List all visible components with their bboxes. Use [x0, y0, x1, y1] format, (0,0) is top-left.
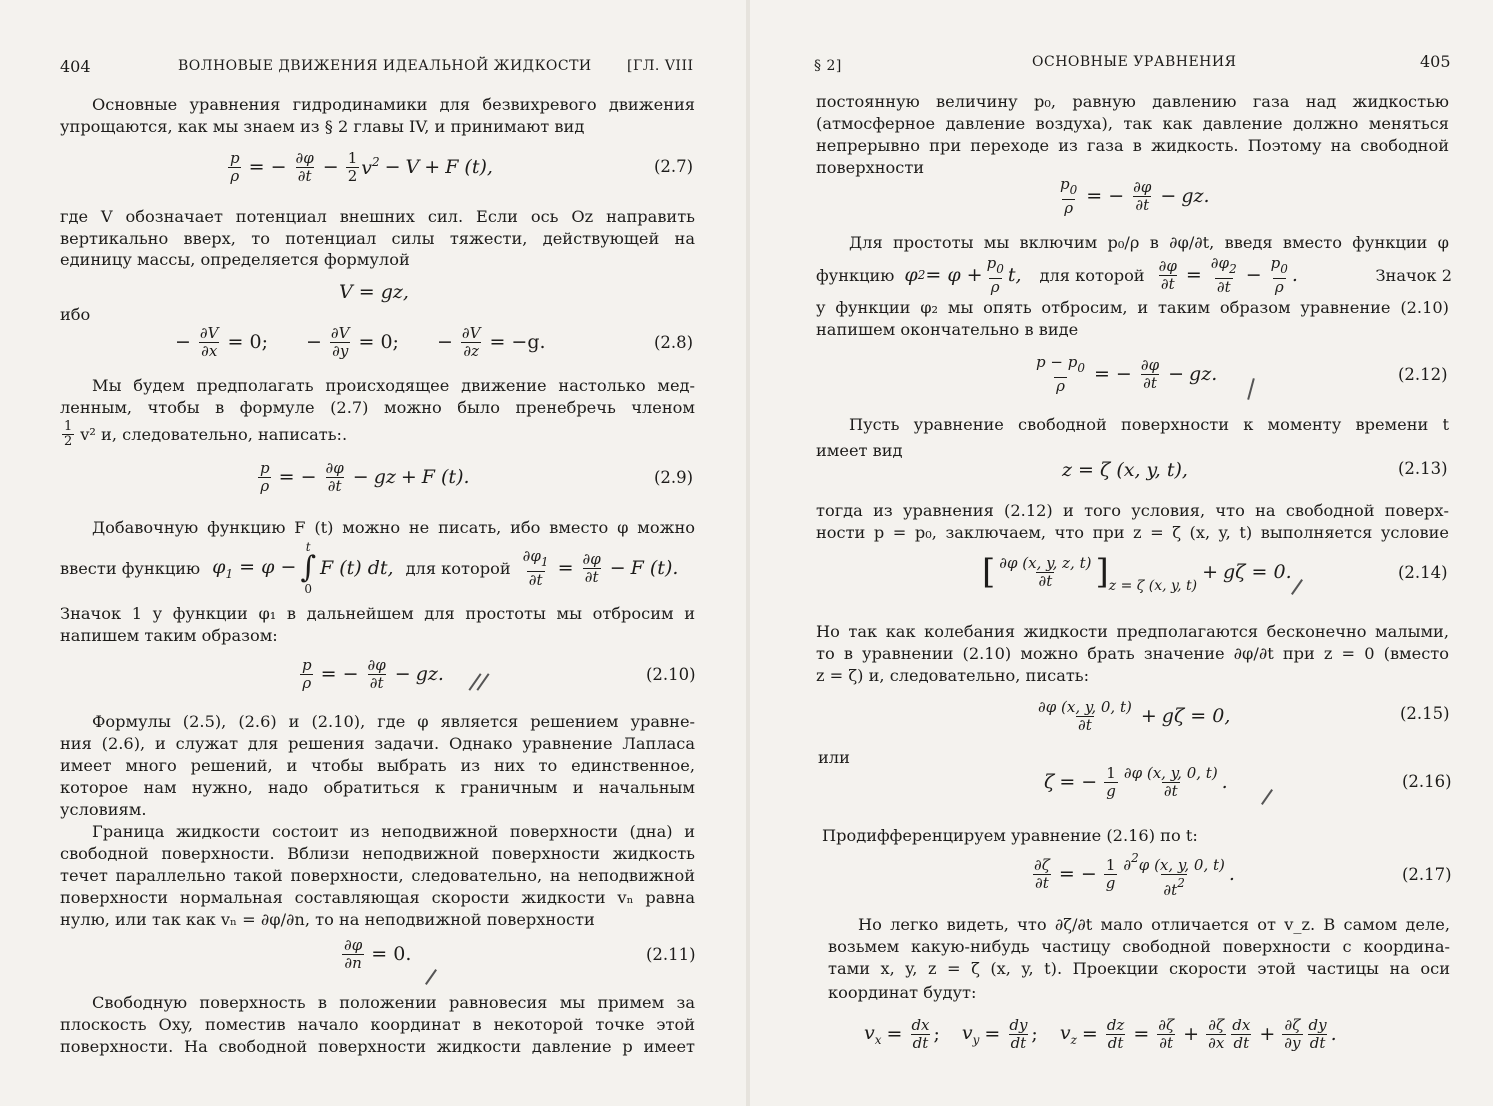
- right-page: [750, 0, 1493, 1106]
- text-line: координат будут:: [828, 983, 977, 1002]
- text-line: Пусть уравнение свободной поверхности к моменту времени t: [849, 415, 1449, 434]
- text-line: Продифференцируем уравнение (2.16) по t:: [822, 826, 1198, 845]
- equation-free-surface: $\frac{p_0}{\rho}$ = − $\frac{\partial\varphi}{\partial t}$ − gz.: [1060, 174, 1210, 217]
- text-line: имеет вид: [816, 441, 903, 460]
- text-line: напишем окончательно в виде: [816, 320, 1079, 339]
- text-line: Но так как колебания жидкости предполагаются бесконечно малыми,: [816, 622, 1449, 641]
- text-line: Формулы (2.5), (2.6) и (2.10), где φ является решением уравне-: [92, 712, 695, 731]
- equation-v-gz: V = gz,: [339, 281, 409, 303]
- equation-2-14: [ $\frac{\partial\varphi (x, y, z, t)}{\partial t}$ ] z = ζ (x, y, t) + gζ = 0.: [982, 552, 1292, 594]
- text-line-with-integral: ввести функцию $\varphi_1 = \varphi$ − t ∫ 0 F (t) dt, для которой $\frac{\partial\varphi_1}{\partial t}$ = $\frac{\partial\varphi}{\partial t}$ − F (t).: [60, 540, 679, 596]
- text-line: нулю, или так как vₙ = ∂φ/∂n, то на неподвижной поверхности: [60, 910, 595, 929]
- equation-number: (2.12): [1398, 365, 1448, 384]
- text-line: ности p = p₀, заключаем, что при z = ζ (x, y, t) выполняется условие: [816, 523, 1449, 542]
- equation-number: (2.13): [1398, 459, 1448, 478]
- running-head-left: ВОЛНОВЫЕ ДВИЖЕНИЯ ИДЕАЛЬНОЙ ЖИДКОСТИ: [178, 58, 592, 74]
- equation-number: (2.17): [1402, 865, 1452, 884]
- equation-2-13: z = ζ (x, y, t),: [1062, 459, 1188, 481]
- text-line: Добавочную функцию F (t) можно не писать, ибо вместо φ можно: [92, 518, 695, 537]
- text-fragment: Значок 2: [1375, 265, 1452, 285]
- equation-number: (2.16): [1402, 772, 1452, 791]
- text-line: Значок 1 у функции φ₁ в дальнейшем для простоты мы отбросим и: [60, 604, 695, 623]
- text-line: единицу массы, определяется формулой: [60, 250, 410, 269]
- text-line: поверхности нормальная составляющая скорости жидкости vₙ равна: [60, 888, 695, 907]
- text-line: Свободную поверхность в положении равновесия мы примем за: [92, 993, 695, 1012]
- text-line: поверхности. На свободной поверхности жидкости давление p имеет: [60, 1037, 695, 1056]
- text-line: v² и, следовательно, написать:.: [80, 425, 348, 444]
- equation-number: (2.15): [1400, 704, 1450, 723]
- equation-2-7: $\frac{p}{\rho}$ = − $\frac{\partial\varphi}{\partial t}$ − $\frac{1}{2}$ $v^2$ − V + F (t),: [230, 148, 493, 185]
- text-fragment: для которой: [405, 558, 511, 578]
- text-line: напишем таким образом:: [60, 626, 278, 645]
- page-number-left: 404: [60, 57, 91, 76]
- text-line: или: [818, 748, 850, 767]
- equation-2-9: $\frac{p}{\rho}$ = − $\frac{\partial\varphi}{\partial t}$ − gz + F (t).: [260, 458, 470, 495]
- text-fragment: функцию: [816, 265, 895, 285]
- text-line: которое нам нужно, надо обратиться к граничным и начальным: [60, 778, 695, 797]
- text-fragment: для которой: [1039, 265, 1145, 285]
- text-line: плоскость Oxy, поместив начало координат в некоторой точке этой: [60, 1015, 695, 1034]
- equation-number: (2.10): [646, 665, 696, 684]
- text-line: постоянную величину p₀, равную давлению газа над жидкостью: [816, 92, 1449, 111]
- running-head-right: ОСНОВНЫЕ УРАВНЕНИЯ: [1032, 54, 1237, 70]
- text-line: непрерывно при переходе из газа в жидкость. Поэтому на свободной: [816, 136, 1449, 155]
- handwritten-mark: [425, 969, 437, 985]
- text-line: упрощаются, как мы знаем из § 2 главы IV, и принимают вид: [60, 117, 585, 136]
- text-line: Основные уравнения гидродинамики для безвихревого движения: [92, 95, 695, 114]
- text-line: течет параллельно такой поверхности, следовательно, на неподвижной: [60, 866, 695, 885]
- equation-2-11: $\frac{\partial\varphi}{\partial n}$ = 0.: [344, 935, 412, 972]
- equation-2-8: − $\frac{\partial V}{\partial x}$ = 0; − $\frac{\partial V}{\partial y}$ = 0; − $\frac{\partial V}{\partial z}$ = −g.: [175, 323, 546, 360]
- equation-number: (2.8): [654, 333, 694, 352]
- text-line: у функции φ₂ мы опять отбросим, и таким образом уравнение (2.10): [816, 298, 1449, 317]
- handwritten-mark: [1261, 789, 1273, 805]
- page-number-right: 405: [1420, 52, 1451, 71]
- text-line: поверхности: [816, 158, 925, 177]
- text-line: вертикально вверх, то потенциал силы тяжести, действующей на: [60, 229, 695, 248]
- equation-number: (2.11): [646, 945, 696, 964]
- text-line: Граница жидкости состоит из неподвижной поверхности (дна) и: [92, 822, 695, 841]
- handwritten-mark: [1247, 378, 1255, 400]
- text-line-fraction: $\frac{1}{2}$ v² и, следовательно, написать:.: [64, 419, 348, 449]
- equation-number: (2.9): [654, 468, 694, 487]
- text-line: Мы будем предполагать происходящее движение настолько мед-: [92, 376, 695, 395]
- equation-number: (2.14): [1398, 563, 1448, 582]
- equation-2-17: $\frac{\partial\zeta}{\partial t}$ = − $\frac{1}{g}$ $\frac{\partial^2\varphi (x, y, 0, t)}{\partial t^2}$ .: [1034, 850, 1235, 899]
- text-line: z = ζ) и, следовательно, писать:: [816, 666, 1090, 685]
- equation-2-10: $\frac{p}{\rho}$ = − $\frac{\partial\varphi}{\partial t}$ − gz.: [302, 655, 444, 692]
- text-line: условиям.: [60, 800, 147, 819]
- text-line: тогда из уравнения (2.12) и того условия, что на свободной поверх-: [816, 501, 1449, 520]
- text-line: где V обозначает потенциал внешних сил. Если ось Oz направить: [60, 207, 695, 226]
- section-ref: § 2]: [814, 58, 842, 74]
- text-line: тами x, y, z = ζ (x, y, t). Проекции скорости этой частицы на оси: [828, 959, 1450, 978]
- text-fragment: ввести функцию: [60, 558, 201, 578]
- text-line: ленным, чтобы в формуле (2.7) можно было пренебречь членом: [60, 398, 695, 417]
- equation-number: (2.7): [654, 157, 694, 176]
- text-line: Для простоты мы включим p₀/ρ в ∂φ/∂t, введя вместо функции φ: [849, 233, 1449, 252]
- equation-velocity-projections: $v_x$ = $\frac{dx}{dt}$ ; $v_y$ = $\frac{dy}{dt}$ ; $v_z$ = $\frac{dz}{dt}$ = $\frac{\partial\zeta}{\partial t}$ + $\frac{\partial\zeta}{\partial x}$ $\frac{dx}{dt}$ + $\frac{\partial\zeta}{\partial y}$ $\frac{dy}{dt}$ .: [864, 1015, 1337, 1052]
- text-line: (атмосферное давление воздуха), так как давление должно меняться: [816, 114, 1449, 133]
- text-line: ния (2.6), и служат для решения задачи. Однако уравнение Лапласа: [60, 734, 695, 753]
- text-line: то в уравнении (2.10) можно брать значение ∂φ/∂t при z = 0 (вместо: [816, 644, 1449, 663]
- text-line: возьмем какую-нибудь частицу свободной поверхности с координа-: [828, 937, 1450, 956]
- handwritten-mark: [1291, 579, 1303, 595]
- text-line-with-formula: функцию φ 2 = φ + $\frac{p_0}{\rho}$ t, для которой $\frac{\partial\varphi}{\partial t}$ = $\frac{\partial\varphi_2}{\partial t}$ − $\frac{p_0}{\rho}$ . Значок 2: [816, 253, 1452, 296]
- equation-2-15: $\frac{\partial\varphi (x, y, 0, t)}{\partial t}$ + gζ = 0,: [1038, 697, 1231, 734]
- chapter-ref: [ГЛ. VIII: [627, 58, 694, 74]
- text-line: Но легко видеть, что ∂ζ/∂t мало отличается от v_z. В самом деле,: [858, 915, 1450, 934]
- equation-2-12: $\frac{p - p_0}{\rho}$ = − $\frac{\partial\varphi}{\partial t}$ − gz.: [1036, 352, 1218, 395]
- text-line: свободной поверхности. Вблизи неподвижной поверхности жидкость: [60, 844, 695, 863]
- text-line: имеет много решений, и чтобы выбрать из них то единственное,: [60, 756, 695, 775]
- text-line: ибо: [60, 305, 91, 324]
- equation-2-16: ζ = − $\frac{1}{g}$ $\frac{\partial\varphi (x, y, 0, t)}{\partial t}$ .: [1044, 763, 1228, 800]
